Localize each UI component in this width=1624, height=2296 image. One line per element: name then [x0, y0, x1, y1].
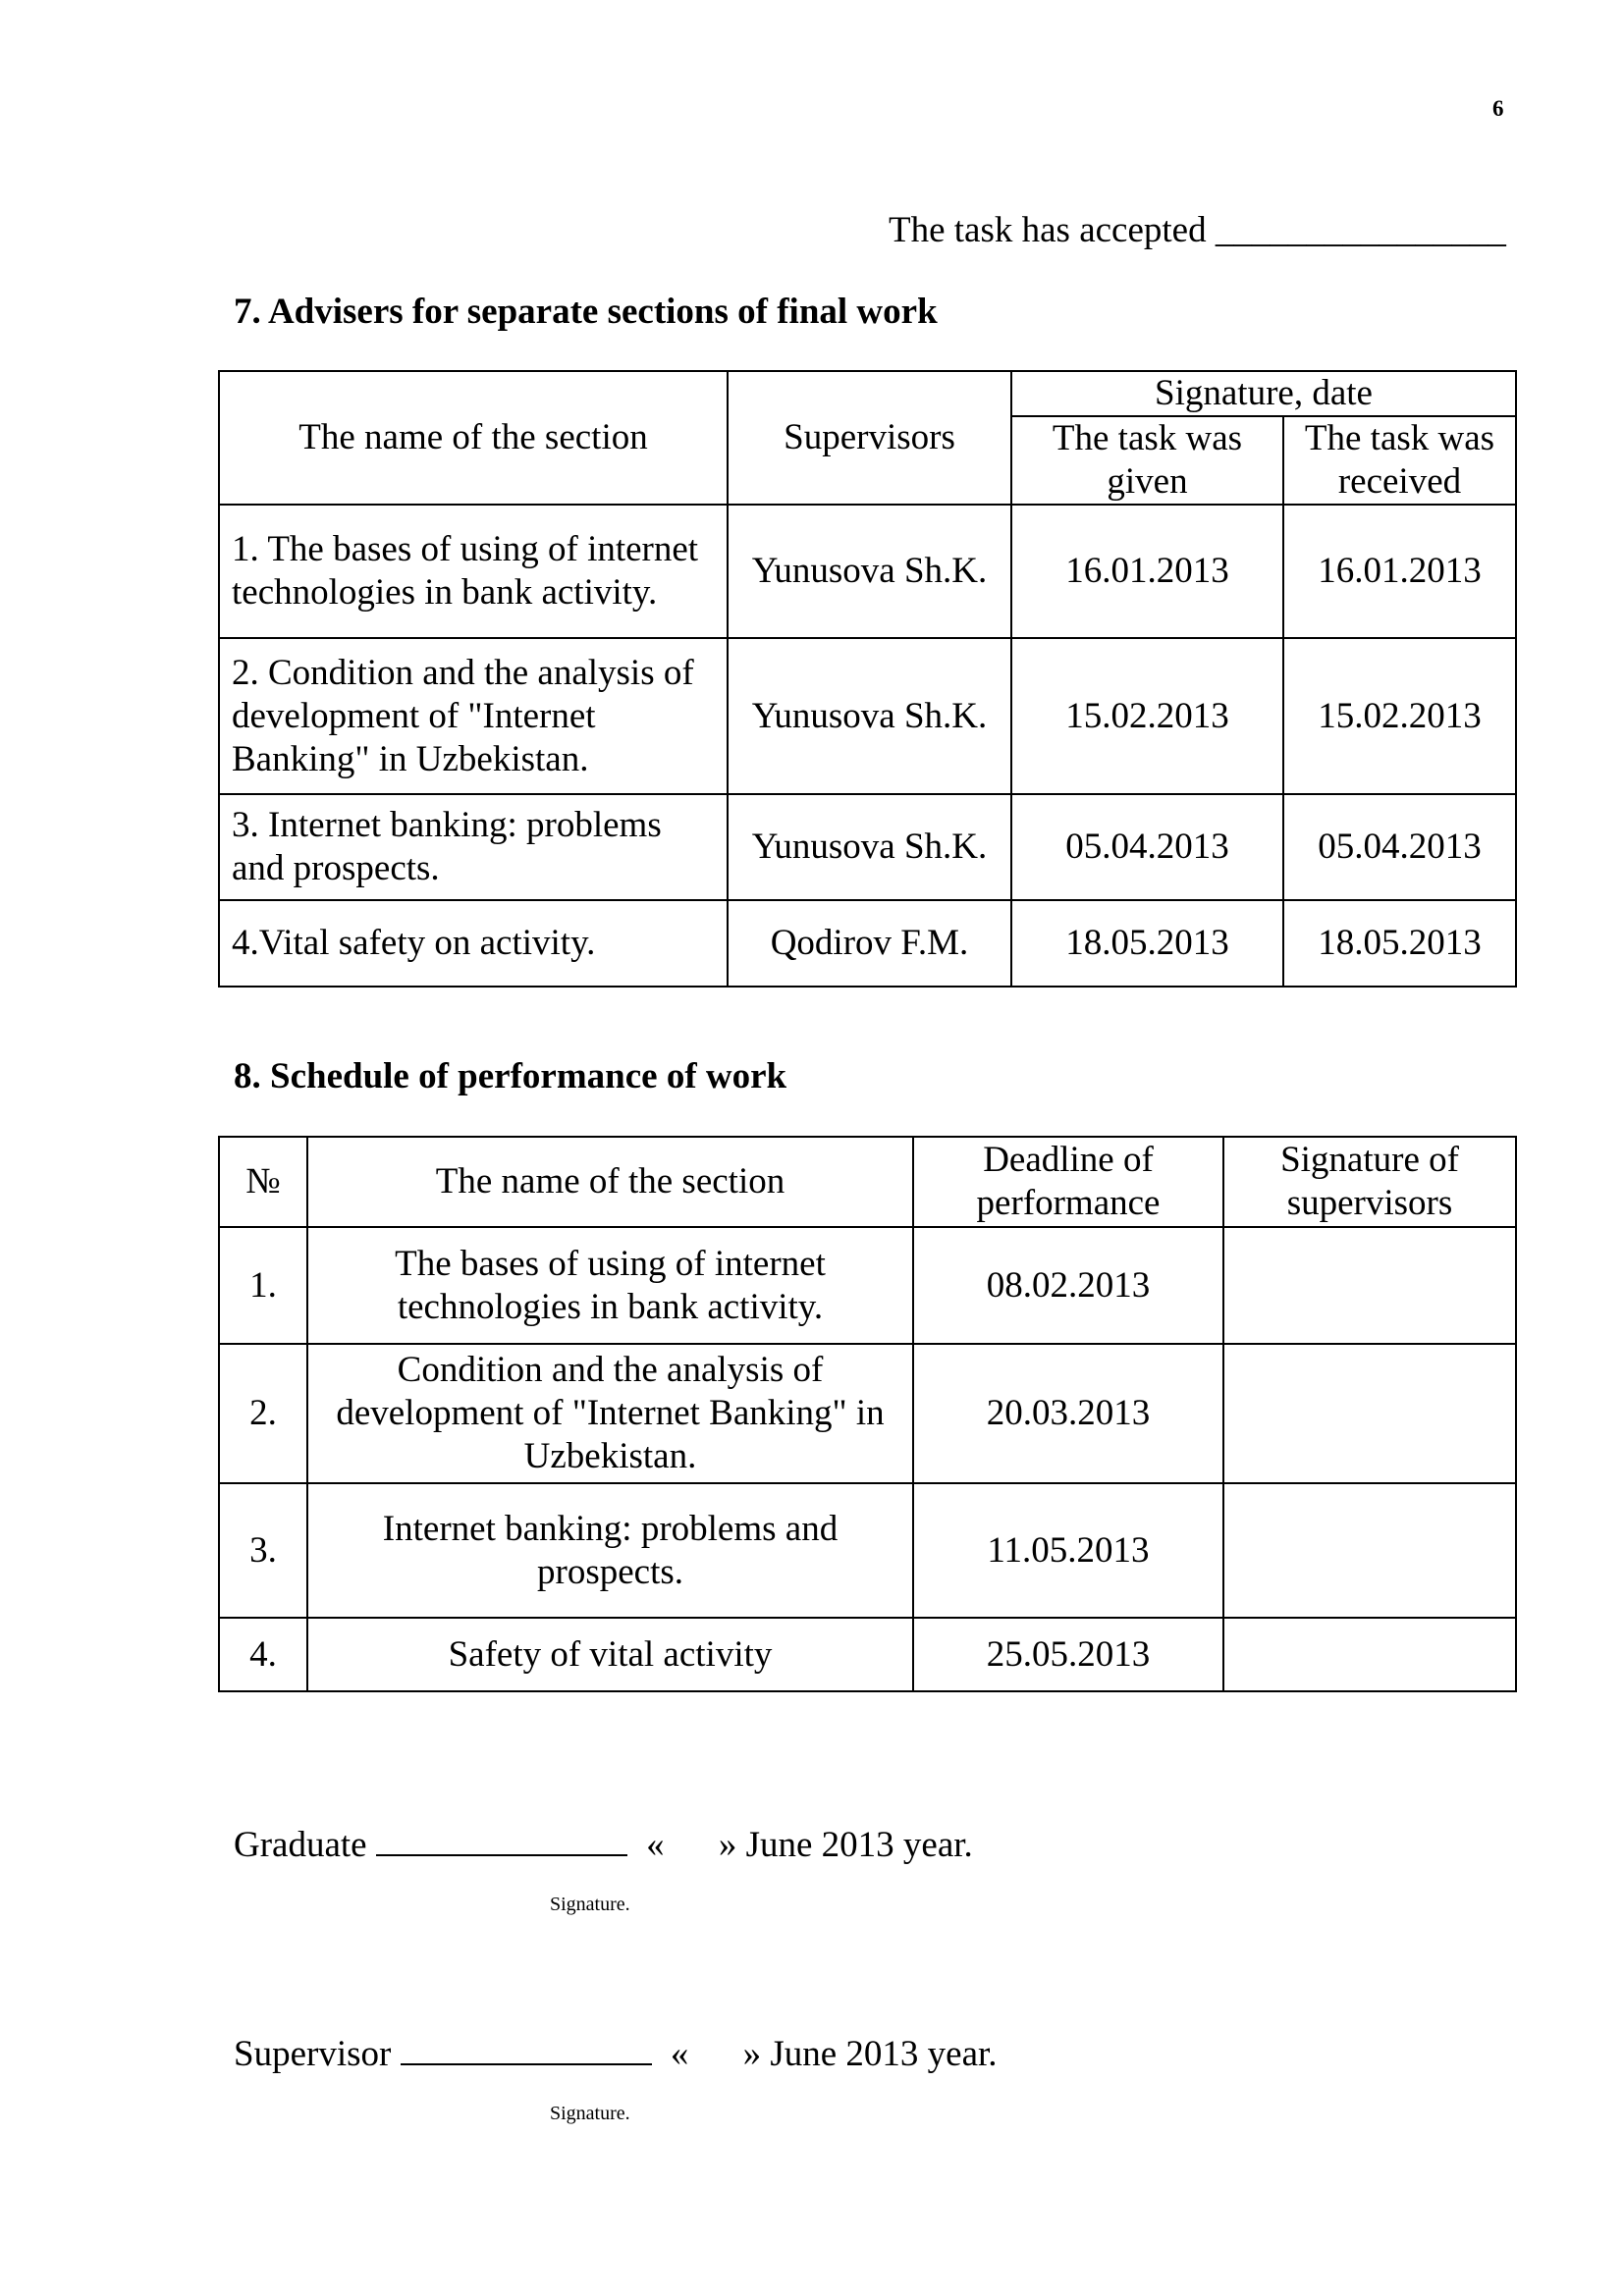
- header-signature-date: Signature, date: [1011, 371, 1516, 416]
- table-row: [219, 1344, 1516, 1483]
- supervisor-label: Supervisor: [234, 2034, 392, 2074]
- header-section-name: The name of the section: [219, 371, 728, 505]
- schedule-heading: 8. Schedule of performance of work: [234, 1056, 787, 1096]
- deadline-cell: 25.05.2013: [913, 1618, 1223, 1691]
- supervisor-cell: Yunusova Sh.K.: [728, 794, 1011, 900]
- graduate-signature-caption: Signature.: [550, 1894, 630, 1915]
- supervisor-open-quote: «: [670, 2034, 689, 2074]
- supervisor-cell: Qodirov F.M.: [728, 900, 1011, 987]
- given-date-cell: 05.04.2013: [1011, 794, 1283, 900]
- supervisor-signature-line: [234, 2033, 998, 2075]
- signature-cell: [1223, 1227, 1516, 1344]
- graduate-signature-blank: [376, 1844, 627, 1856]
- header-deadline: Deadline of performance: [913, 1137, 1223, 1227]
- graduate-date-text: » June 2013 year.: [718, 1825, 973, 1865]
- section-name-cell: 3. Internet banking: problems and prospects.: [219, 794, 728, 900]
- given-date-cell: 16.01.2013: [1011, 505, 1283, 638]
- section-name-cell: Internet banking: problems and prospects.: [307, 1483, 913, 1618]
- advisers-table: [218, 370, 1517, 988]
- graduate-open-quote: «: [646, 1825, 665, 1865]
- received-date-cell: 05.04.2013: [1283, 794, 1516, 900]
- row-number-cell: 3.: [219, 1483, 307, 1618]
- received-date-cell: 16.01.2013: [1283, 505, 1516, 638]
- table-row: [219, 1483, 1516, 1618]
- header-supervisors: Supervisors: [728, 371, 1011, 505]
- supervisor-signature-caption: Signature.: [550, 2103, 630, 2124]
- section-name-cell: 4.Vital safety on activity.: [219, 900, 728, 987]
- header-number: №: [219, 1137, 307, 1227]
- section-name-cell: 1. The bases of using of internet technologies in bank activity.: [219, 505, 728, 638]
- table-row: [219, 505, 1516, 638]
- table-row: [219, 638, 1516, 794]
- supervisor-date-text: » June 2013 year.: [742, 2034, 998, 2074]
- row-number-cell: 4.: [219, 1618, 307, 1691]
- page-number: 6: [1492, 96, 1504, 121]
- section-name-cell: Condition and the analysis of development of "Internet Banking" in Uzbekistan.: [307, 1344, 913, 1483]
- deadline-cell: 11.05.2013: [913, 1483, 1223, 1618]
- table-header-row: [219, 371, 1516, 416]
- row-number-cell: 2.: [219, 1344, 307, 1483]
- header-section-name: The name of the section: [307, 1137, 913, 1227]
- signature-cell: [1223, 1618, 1516, 1691]
- given-date-cell: 18.05.2013: [1011, 900, 1283, 987]
- supervisor-cell: Yunusova Sh.K.: [728, 638, 1011, 794]
- section-name-cell: 2. Condition and the analysis of development of "Internet Banking" in Uzbekistan.: [219, 638, 728, 794]
- table-header-row: [219, 1137, 1516, 1227]
- section-name-cell: Safety of vital activity: [307, 1618, 913, 1691]
- header-signature-supervisors: Signature of supervisors: [1223, 1137, 1516, 1227]
- supervisor-signature-blank: [401, 2054, 652, 2065]
- deadline-cell: 20.03.2013: [913, 1344, 1223, 1483]
- task-accepted-line: The task has accepted ________________: [889, 210, 1506, 250]
- table-row: [219, 1227, 1516, 1344]
- section-name-cell: The bases of using of internet technologies in bank activity.: [307, 1227, 913, 1344]
- supervisor-cell: Yunusova Sh.K.: [728, 505, 1011, 638]
- table-row: [219, 900, 1516, 987]
- header-task-given: The task was given: [1011, 416, 1283, 505]
- advisers-heading: 7. Advisers for separate sections of final work: [234, 292, 938, 332]
- header-task-received: The task was received: [1283, 416, 1516, 505]
- received-date-cell: 18.05.2013: [1283, 900, 1516, 987]
- signature-cell: [1223, 1483, 1516, 1618]
- table-row: [219, 794, 1516, 900]
- table-row: [219, 1618, 1516, 1691]
- schedule-table: [218, 1136, 1517, 1692]
- given-date-cell: 15.02.2013: [1011, 638, 1283, 794]
- received-date-cell: 15.02.2013: [1283, 638, 1516, 794]
- graduate-label: Graduate: [234, 1825, 367, 1865]
- deadline-cell: 08.02.2013: [913, 1227, 1223, 1344]
- signature-cell: [1223, 1344, 1516, 1483]
- graduate-signature-line: [234, 1824, 973, 1866]
- row-number-cell: 1.: [219, 1227, 307, 1344]
